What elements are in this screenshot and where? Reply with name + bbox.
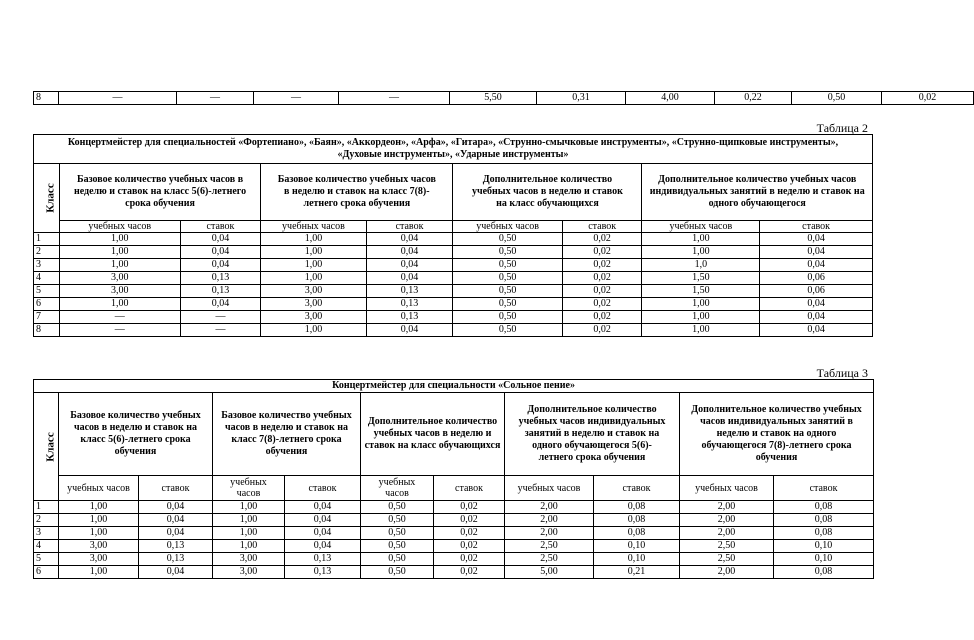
cell: 0,02 — [882, 92, 974, 105]
cell: 0,04 — [180, 298, 261, 311]
sub-hours: учебных часов — [213, 476, 285, 501]
table2-group-3: Дополнительное количество учебных часов в неделю и ставок на класс обучающихся — [453, 164, 642, 221]
cell: 1,00 — [59, 566, 139, 579]
table2-caption: Таблица 2 — [816, 121, 868, 135]
cell: — — [180, 324, 261, 337]
cell: — — [59, 92, 177, 105]
cell: 0,50 — [453, 233, 563, 246]
cell: 0,02 — [434, 501, 505, 514]
cell: 0,02 — [562, 259, 642, 272]
cell: 0,50 — [361, 514, 434, 527]
cell: 0,50 — [453, 272, 563, 285]
table2-group-2: Базовое количество учебных часов в неделю и ставок на класс 7(8)-летнего срока обучения — [261, 164, 453, 221]
cell: 1,00 — [261, 246, 366, 259]
sub-hours: учебных часов — [59, 476, 139, 501]
cell: 1,50 — [642, 272, 760, 285]
table3 — [33, 379, 874, 579]
cell: — — [254, 92, 339, 105]
cell: 2,50 — [505, 553, 594, 566]
cell: 2,00 — [680, 514, 774, 527]
cell: 0,13 — [366, 298, 453, 311]
cell: — — [177, 92, 254, 105]
sub-hours: учебных часов — [505, 476, 594, 501]
row-class-number: 2 — [34, 514, 59, 527]
table2-body — [34, 233, 873, 337]
cell: 1,00 — [59, 514, 139, 527]
cell: 0,04 — [760, 233, 873, 246]
cell: 0,13 — [366, 311, 453, 324]
cell: 0,08 — [594, 501, 680, 514]
cell: 3,00 — [213, 566, 285, 579]
cell: 0,08 — [774, 527, 874, 540]
table-row — [34, 324, 873, 337]
cell: 1,00 — [59, 246, 180, 259]
cell: 0,08 — [594, 527, 680, 540]
cell: 0,50 — [453, 259, 563, 272]
cell: 3,00 — [59, 540, 139, 553]
cell: 3,00 — [261, 298, 366, 311]
table-row — [34, 540, 874, 553]
cell: 2,50 — [680, 540, 774, 553]
cell: 1,00 — [213, 527, 285, 540]
cell: 0,13 — [139, 540, 213, 553]
cell: 0,04 — [180, 233, 261, 246]
cell: 0,04 — [760, 246, 873, 259]
sub-rates: ставок — [285, 476, 361, 501]
row-class-number: 3 — [34, 259, 60, 272]
sub-rates: ставок — [366, 221, 453, 233]
cell: 0,50 — [453, 298, 563, 311]
cell: 1,00 — [261, 272, 366, 285]
cell: — — [59, 311, 180, 324]
cell: 0,02 — [562, 233, 642, 246]
table-row — [34, 514, 874, 527]
cell: 3,00 — [261, 285, 366, 298]
cell: 0,08 — [594, 514, 680, 527]
cell: 1,00 — [261, 324, 366, 337]
cell: 1,00 — [642, 311, 760, 324]
table-row — [34, 272, 873, 285]
cell: 0,02 — [434, 540, 505, 553]
table3-title: Концертмейстер для специальности «Сольное пение» — [34, 380, 874, 393]
cell: — — [180, 311, 261, 324]
cell: 0,13 — [285, 566, 361, 579]
table-row — [34, 298, 873, 311]
row-class-number: 5 — [34, 553, 59, 566]
table2-group-4: Дополнительное количество учебных часов индивидуальных занятий в неделю и ставок на одного обучающегося — [642, 164, 873, 221]
cell: 1,00 — [642, 324, 760, 337]
cell: 0,50 — [453, 324, 563, 337]
klass-label: Класс — [44, 183, 57, 213]
cell: 8 — [34, 92, 59, 105]
table2-klass-header — [34, 164, 60, 233]
sub-rates: ставок — [774, 476, 874, 501]
cell: 0,02 — [562, 311, 642, 324]
cell: 0,04 — [180, 246, 261, 259]
cell: 0,04 — [285, 501, 361, 514]
table3-body — [34, 501, 874, 579]
cell: 0,04 — [285, 527, 361, 540]
cell: 0,31 — [537, 92, 626, 105]
sub-rates: ставок — [139, 476, 213, 501]
cell: 0,08 — [774, 514, 874, 527]
cell: 0,06 — [760, 285, 873, 298]
cell: 1,50 — [642, 285, 760, 298]
cell: 0,04 — [285, 540, 361, 553]
cell: 1,00 — [59, 527, 139, 540]
row-class-number: 4 — [34, 540, 59, 553]
cell: 1,00 — [213, 514, 285, 527]
table-row — [34, 285, 873, 298]
sub-hours: учебных часов — [642, 221, 760, 233]
cell: 5,50 — [450, 92, 537, 105]
row-class-number: 5 — [34, 285, 60, 298]
cell: 0,50 — [453, 311, 563, 324]
row-class-number: 7 — [34, 311, 60, 324]
cell: 1,00 — [59, 259, 180, 272]
cell: 0,02 — [434, 514, 505, 527]
cell: 0,04 — [139, 566, 213, 579]
cell: 0,50 — [453, 246, 563, 259]
row-class-number: 4 — [34, 272, 60, 285]
cell: 0,04 — [760, 324, 873, 337]
cell: 0,04 — [366, 324, 453, 337]
cell: 5,00 — [505, 566, 594, 579]
row-class-number: 1 — [34, 233, 60, 246]
cell: 0,04 — [180, 259, 261, 272]
cell: 1,00 — [59, 233, 180, 246]
cell: 0,02 — [434, 553, 505, 566]
cell: 1,00 — [59, 501, 139, 514]
cell: 0,04 — [139, 501, 213, 514]
table-row — [34, 527, 874, 540]
table-row — [34, 311, 873, 324]
cell: 0,06 — [760, 272, 873, 285]
cell: 2,00 — [680, 566, 774, 579]
cell: 1,00 — [642, 233, 760, 246]
table-row — [34, 553, 874, 566]
table3-group-4: Дополнительное количество учебных часов индивидуальных занятий в неделю и ставок на одного обучающегося 5(6)-летнего срока обучения — [505, 393, 680, 476]
cell: 0,02 — [562, 272, 642, 285]
cell: 0,50 — [361, 566, 434, 579]
cell: 0,02 — [434, 566, 505, 579]
row-class-number: 1 — [34, 501, 59, 514]
cell: 1,00 — [261, 259, 366, 272]
row-class-number: 3 — [34, 527, 59, 540]
cell: 0,13 — [366, 285, 453, 298]
sub-hours: учебных часов — [261, 221, 366, 233]
sub-hours: учебных часов — [680, 476, 774, 501]
cell: 0,10 — [774, 553, 874, 566]
table-row — [34, 233, 873, 246]
table3-klass-header — [34, 393, 59, 501]
cell: 1,00 — [642, 298, 760, 311]
sub-hours: учебных часов — [59, 221, 180, 233]
cell: 0,50 — [453, 285, 563, 298]
table-row — [34, 246, 873, 259]
cell: 0,02 — [562, 324, 642, 337]
top-fragment-table — [33, 91, 974, 105]
cell: 1,00 — [261, 233, 366, 246]
table-row — [34, 92, 974, 105]
cell: 4,00 — [626, 92, 715, 105]
klass-label: Класс — [44, 431, 57, 462]
cell: 3,00 — [213, 553, 285, 566]
cell: 0,13 — [139, 553, 213, 566]
row-class-number: 8 — [34, 324, 60, 337]
cell: 0,13 — [180, 285, 261, 298]
cell: 0,04 — [760, 311, 873, 324]
cell: 0,10 — [594, 540, 680, 553]
cell: 0,10 — [594, 553, 680, 566]
table2-group-1: Базовое количество учебных часов в неделю и ставок на класс 5(6)-летнего срока обучения — [59, 164, 260, 221]
cell: 0,50 — [361, 501, 434, 514]
cell: 1,00 — [213, 540, 285, 553]
cell: 0,13 — [180, 272, 261, 285]
table-row — [34, 566, 874, 579]
table-row — [34, 501, 874, 514]
cell: 0,04 — [366, 246, 453, 259]
row-class-number: 6 — [34, 298, 60, 311]
cell: 0,08 — [774, 566, 874, 579]
cell: 1,0 — [642, 259, 760, 272]
cell: 3,00 — [59, 553, 139, 566]
cell: 3,00 — [59, 272, 180, 285]
cell: 0,04 — [760, 298, 873, 311]
cell: 2,50 — [680, 553, 774, 566]
cell: 0,50 — [361, 527, 434, 540]
row-class-number: 6 — [34, 566, 59, 579]
sub-rates: ставок — [562, 221, 642, 233]
cell: 0,04 — [760, 259, 873, 272]
cell: 0,50 — [361, 540, 434, 553]
cell: 0,04 — [285, 514, 361, 527]
table2-title: Концертмейстер для специальностей «Фортепиано», «Баян», «Аккордеон», «Арфа», «Гитара», «Струнно-смычковые инструменты», «Струнно-щипковые инструменты», «Духовые инструменты», «Ударные инструменты» — [34, 135, 873, 164]
table2 — [33, 134, 873, 337]
table3-group-3: Дополнительное количество учебных часов в неделю и ставок на класс обучающихся — [361, 393, 505, 476]
sub-hours: учебных часов — [453, 221, 563, 233]
cell: 1,00 — [642, 246, 760, 259]
cell: 0,13 — [285, 553, 361, 566]
cell: 3,00 — [59, 285, 180, 298]
cell: 0,02 — [434, 527, 505, 540]
row-class-number: 2 — [34, 246, 60, 259]
cell: 0,22 — [715, 92, 792, 105]
cell: 0,10 — [774, 540, 874, 553]
cell: 0,04 — [139, 527, 213, 540]
sub-rates: ставок — [760, 221, 873, 233]
cell: 0,02 — [562, 246, 642, 259]
cell: — — [339, 92, 450, 105]
cell: 0,50 — [361, 553, 434, 566]
cell: 0,08 — [774, 501, 874, 514]
table3-group-2: Базовое количество учебных часов в неделю и ставок на класс 7(8)-летнего срока обучения — [213, 393, 361, 476]
cell: 3,00 — [261, 311, 366, 324]
sub-rates: ставок — [594, 476, 680, 501]
cell: 0,50 — [792, 92, 882, 105]
cell: 0,02 — [562, 285, 642, 298]
sub-rates: ставок — [434, 476, 505, 501]
cell: 0,02 — [562, 298, 642, 311]
cell: 0,04 — [366, 233, 453, 246]
sub-hours: учебных часов — [361, 476, 434, 501]
cell: 2,00 — [505, 527, 594, 540]
table3-group-5: Дополнительное количество учебных часов индивидуальных занятий в неделю и ставок на одного обучающегося 7(8)-летнего срока обучения — [680, 393, 874, 476]
cell: 2,00 — [680, 527, 774, 540]
cell: 0,04 — [366, 272, 453, 285]
table-row — [34, 259, 873, 272]
cell: 0,21 — [594, 566, 680, 579]
cell: — — [59, 324, 180, 337]
cell: 0,04 — [366, 259, 453, 272]
cell: 0,04 — [139, 514, 213, 527]
cell: 2,50 — [505, 540, 594, 553]
table3-caption: Таблица 3 — [816, 366, 868, 380]
cell: 2,00 — [505, 514, 594, 527]
cell: 1,00 — [213, 501, 285, 514]
table3-group-1: Базовое количество учебных часов в неделю и ставок на класс 5(6)-летнего срока обучения — [59, 393, 213, 476]
cell: 1,00 — [59, 298, 180, 311]
sub-rates: ставок — [180, 221, 261, 233]
cell: 2,00 — [680, 501, 774, 514]
cell: 2,00 — [505, 501, 594, 514]
